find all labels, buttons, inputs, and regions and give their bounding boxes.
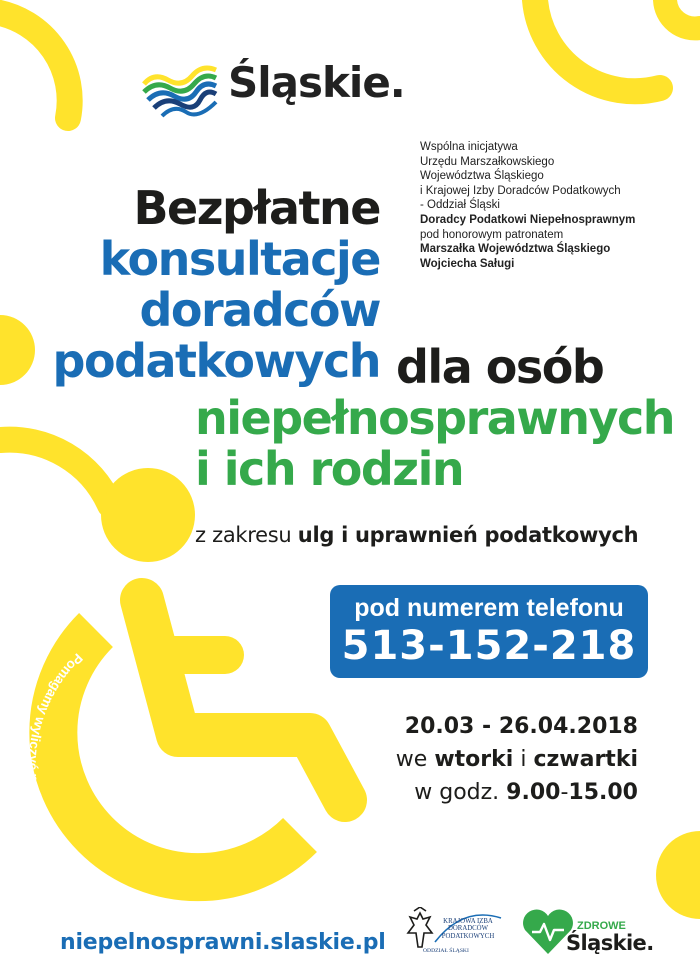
- scope-prefix: z zakresu: [195, 523, 292, 547]
- headline-line-3: doradców: [139, 283, 380, 337]
- initiative-line: - Oddział Śląski: [420, 199, 500, 212]
- top-right-arc: [535, 0, 660, 91]
- headline-line-1: Bezpłatne: [133, 181, 380, 235]
- top-right-hook: [665, 0, 700, 28]
- right-half-disc: [656, 831, 700, 919]
- initiative-line-bold: Doradcy Podatkowi Niepełnosprawnym: [420, 213, 636, 226]
- zdrowe-big-text: Śląskie.: [566, 931, 654, 955]
- schedule-dates: 20.03 - 26.04.2018: [404, 714, 638, 739]
- schedule-hour-from: 9.00: [506, 780, 561, 805]
- kidp-name: [437, 918, 499, 940]
- schedule-hour-sep: -: [560, 780, 569, 805]
- headline-line-6: i ich rodzin: [195, 442, 464, 496]
- kidp-line: KRAJOWA IZBA: [443, 918, 493, 925]
- wheelchair-head: [101, 468, 195, 562]
- top-left-arc: [0, 12, 70, 118]
- phone-box: [330, 585, 648, 678]
- headline-line-4: podatkowych: [52, 334, 380, 388]
- headline-line-2: konsultacje: [99, 232, 380, 286]
- headline-green-lines: [195, 393, 674, 495]
- initiative-line-bold: Wojciecha Saługi: [420, 257, 515, 270]
- initiative-line: Urzędu Marszałkowskiego: [420, 155, 555, 168]
- wheelchair-body: [142, 600, 345, 800]
- schedule-hours-prefix: w godz.: [414, 780, 500, 805]
- schedule-days-prefix: we: [395, 747, 428, 772]
- kidp-branch: ODDZIAŁ ŚLĄSKI: [423, 948, 469, 954]
- kidp-line: DORADCÓW: [447, 925, 489, 933]
- schedule-hour-to: 15.00: [568, 780, 638, 805]
- scope-text: [195, 523, 638, 547]
- left-half-disc: [0, 315, 35, 385]
- website-link[interactable]: niepelnosprawni.slaskie.pl: [60, 930, 386, 955]
- schedule: [396, 710, 638, 809]
- initiative-line: i Krajowej Izby Doradców Podatkowych: [420, 184, 621, 197]
- curved-slogan: Pomagamy wyliczyć podatki i wypełnić PIT!: [25, 650, 105, 899]
- schedule-day-1: wtorki: [434, 747, 514, 772]
- headline: [53, 183, 380, 387]
- initiative-credits: [420, 140, 635, 271]
- phone-number[interactable]: 513-152-218: [341, 623, 637, 669]
- slaskie-wordmark: Śląskie.: [228, 58, 405, 107]
- scope-bold: ulg i uprawnień podatkowych: [297, 523, 639, 547]
- zdrowe-small-text: ZDROWE: [577, 920, 626, 932]
- schedule-day-join: i: [520, 747, 527, 772]
- headline-line-5: niepełnosprawnych: [195, 391, 675, 445]
- initiative-line: Wspólna inicjatywa: [420, 141, 518, 153]
- initiative-line-bold: Marszałka Województwa Śląskiego: [420, 243, 611, 256]
- headline-dla-osob: dla osób: [396, 340, 604, 394]
- initiative-line: Województwa Śląskiego: [420, 170, 544, 183]
- kidp-line: PODATKOWYCH: [441, 932, 495, 940]
- slaskie-logo-icon: [140, 62, 220, 122]
- phone-label: pod numerem telefonu: [354, 594, 624, 622]
- bottom-left-arc: [0, 440, 110, 505]
- schedule-day-2: czwartki: [533, 747, 638, 772]
- initiative-line: pod honorowym patronatem: [420, 228, 564, 241]
